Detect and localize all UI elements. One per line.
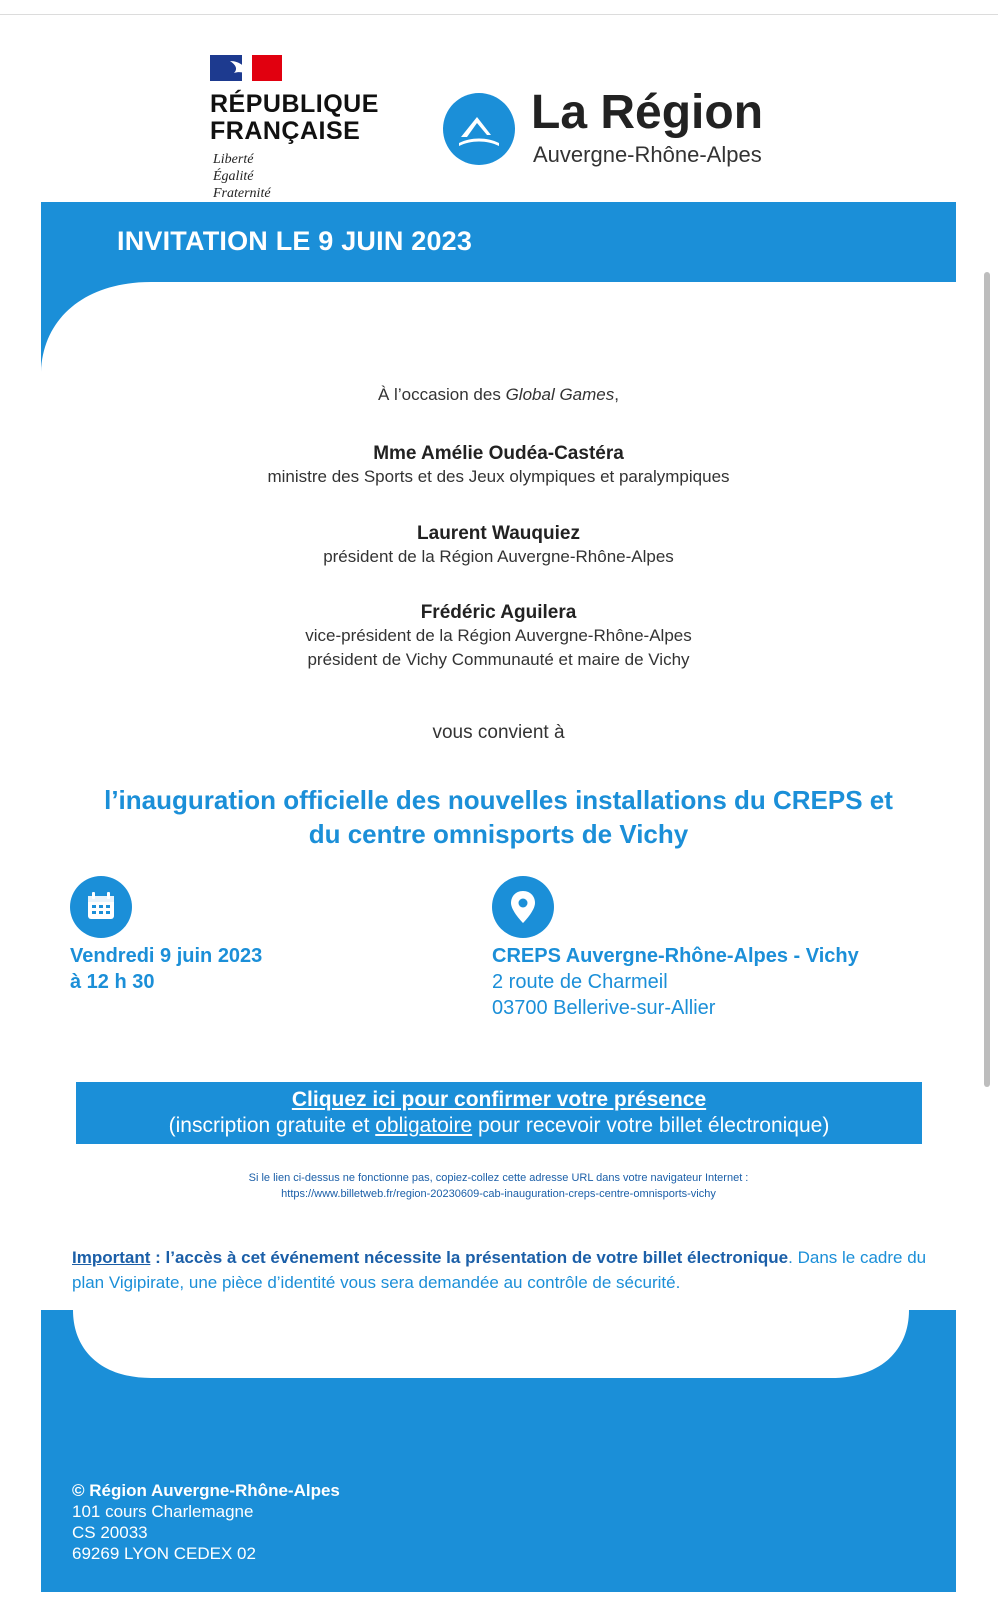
confirm-presence-link[interactable]: Cliquez ici pour confirmer votre présence <box>291 1088 707 1111</box>
location-pin-icon <box>492 876 554 938</box>
intro-event: Global Games <box>505 385 615 404</box>
person-block <box>41 443 956 489</box>
region-mountain-icon <box>443 93 515 165</box>
marianne-flag-icon <box>210 55 282 81</box>
important-strong: : l’accès à cet événement nécessite la présentation de votre billet électronique <box>150 1248 789 1267</box>
venue-name: CREPS Auvergne-Rhône-Alpes - Vichy <box>492 945 859 967</box>
event-date-time <box>70 943 262 995</box>
event-time: à 12 h 30 <box>70 971 155 993</box>
footer-address <box>72 1480 340 1564</box>
important-rest: . Dans le cadre du plan Vigipirate, une pièce d’identité vous sera demandée au contrôle de sécurité. <box>72 1248 927 1292</box>
footer-line: CS 20033 <box>72 1523 148 1542</box>
intro-prefix: À l’occasion des <box>378 385 506 404</box>
confirm-presence-button[interactable] <box>76 1082 922 1144</box>
person-name: Frédéric Aguilera <box>420 602 577 623</box>
republique-francaise-logo <box>210 55 390 205</box>
person-role: président de Vichy Communauté et maire de Vichy <box>307 650 690 669</box>
cta-sub-prefix: (inscription gratuite et <box>168 1114 376 1137</box>
important-label: Important <box>72 1248 151 1267</box>
republique-francaise-name: RÉPUBLIQUE FRANÇAISE <box>210 90 379 145</box>
region-logo <box>443 88 803 180</box>
important-notice <box>72 1245 932 1295</box>
banner-title: INVITATION LE 9 JUIN 2023 <box>117 226 473 256</box>
person-role: vice-président de la Région Auvergne-Rhône-Alpes <box>305 626 692 645</box>
scrollbar[interactable] <box>984 272 990 1087</box>
fallback-note: Si le lien ci-dessus ne fonctionne pas, copiez-collez cette adresse URL dans votre navigateur Internet : <box>248 1172 749 1184</box>
cta-subtext <box>76 1114 922 1138</box>
person-name: Laurent Wauquiez <box>417 523 580 544</box>
cta-sub-suffix: pour recevoir votre billet électronique) <box>472 1114 830 1137</box>
venue-city: 03700 Bellerive-sur-Allier <box>492 997 716 1019</box>
headline-line: l’inauguration officielle des nouvelles installations du CREPS et <box>104 785 893 815</box>
person-block <box>41 602 956 672</box>
headline-line: du centre omnisports de Vichy <box>308 819 689 849</box>
footer-line: 101 cours Charlemagne <box>72 1502 254 1521</box>
region-title: La Région <box>531 86 764 139</box>
convene-text: vous convient à <box>432 722 565 743</box>
event-headline <box>41 783 956 851</box>
top-divider <box>0 14 998 15</box>
cta-sub-link: obligatoire <box>375 1114 473 1137</box>
fallback-url-link[interactable]: https://www.billetweb.fr/region-20230609-cab-inauguration-creps-centre-omnisports-vichy <box>281 1188 716 1200</box>
region-subtitle: Auvergne-Rhône-Alpes <box>533 142 762 167</box>
republique-motto: Liberté Égalité Fraternité <box>213 152 271 201</box>
footer-org: © Région Auvergne-Rhône-Alpes <box>72 1481 340 1500</box>
event-location <box>492 943 859 1021</box>
calendar-icon <box>70 876 132 938</box>
intro-line <box>41 385 956 405</box>
venue-street: 2 route de Charmeil <box>492 971 668 993</box>
person-role: ministre des Sports et des Jeux olympiques et paralympiques <box>267 467 730 486</box>
person-name: Mme Amélie Oudéa-Castéra <box>373 443 624 464</box>
person-block <box>41 523 956 569</box>
event-date: Vendredi 9 juin 2023 <box>70 945 263 967</box>
person-role: président de la Région Auvergne-Rhône-Alpes <box>323 547 674 566</box>
fallback-url-note <box>41 1170 956 1202</box>
footer-line: 69269 LYON CEDEX 02 <box>72 1544 256 1563</box>
intro-suffix: , <box>614 385 619 404</box>
